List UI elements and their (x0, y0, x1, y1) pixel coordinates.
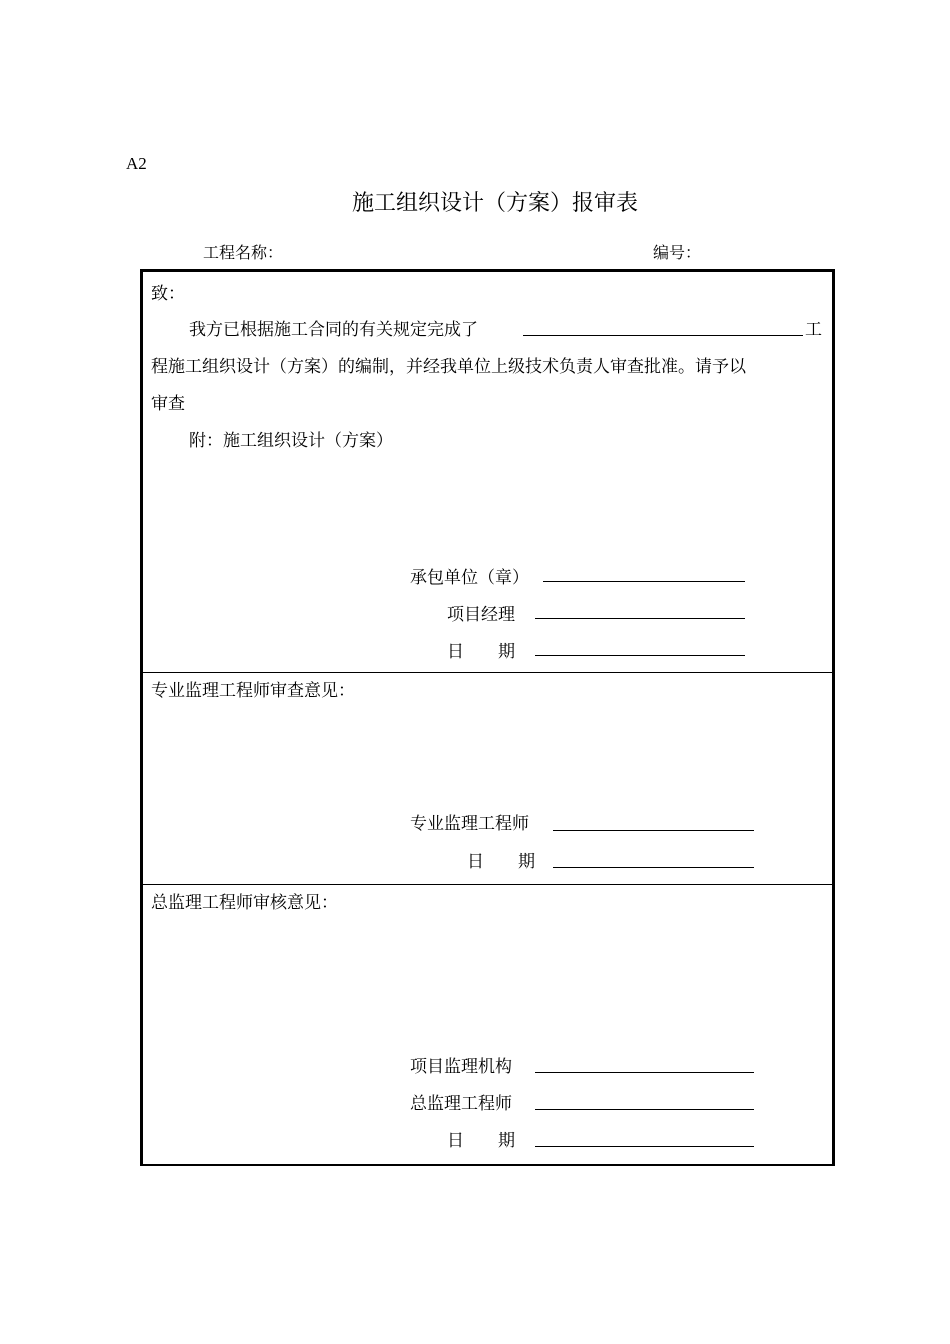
number-label: 编号： (653, 243, 702, 262)
date-line[interactable] (553, 867, 754, 868)
project-manager-signature-line[interactable] (535, 618, 745, 619)
submission-section (143, 272, 832, 672)
date-label: 日 期 (447, 1131, 515, 1151)
contractor-label: 承包单位（章） (410, 568, 529, 588)
date-line[interactable] (535, 655, 745, 656)
engineer-opinion-heading: 专业监理工程师审查意见： (151, 681, 355, 701)
date-label: 日 期 (467, 852, 535, 872)
document-code: A2 (126, 154, 147, 173)
chief-engineer-label: 总监理工程师 (410, 1094, 512, 1114)
statement-text-suffix: 工 (805, 320, 822, 340)
review-form-table (140, 269, 835, 1166)
contractor-signature-line[interactable] (543, 581, 745, 582)
form-title: 施工组织设计（方案）报审表 (351, 191, 638, 216)
statement-text: 我方已根据施工合同的有关规定完成了 (189, 320, 478, 340)
chief-opinion-heading: 总监理工程师审核意见： (151, 893, 338, 913)
statement-text-line3: 审查 (151, 394, 185, 414)
to-label: 致： (151, 284, 185, 304)
chief-review-section (143, 884, 832, 1165)
engineer-label: 专业监理工程师 (410, 814, 529, 834)
project-name-label: 工程名称： (203, 243, 284, 262)
statement-text-line2: 程施工组织设计（方案）的编制，并经我单位上级技术负责人审查批准。请予以 (151, 357, 746, 377)
completed-item-blank[interactable] (523, 335, 803, 336)
project-manager-label: 项目经理 (447, 605, 515, 625)
date-label: 日 期 (447, 642, 515, 662)
attachment-label: 附：施工组织设计（方案） (189, 431, 393, 451)
chief-engineer-signature-line[interactable] (535, 1109, 754, 1110)
engineer-signature-line[interactable] (553, 830, 754, 831)
supervision-org-label: 项目监理机构 (410, 1057, 512, 1077)
date-line[interactable] (535, 1146, 754, 1147)
supervision-org-signature-line[interactable] (535, 1072, 754, 1073)
engineer-review-section (143, 672, 832, 885)
